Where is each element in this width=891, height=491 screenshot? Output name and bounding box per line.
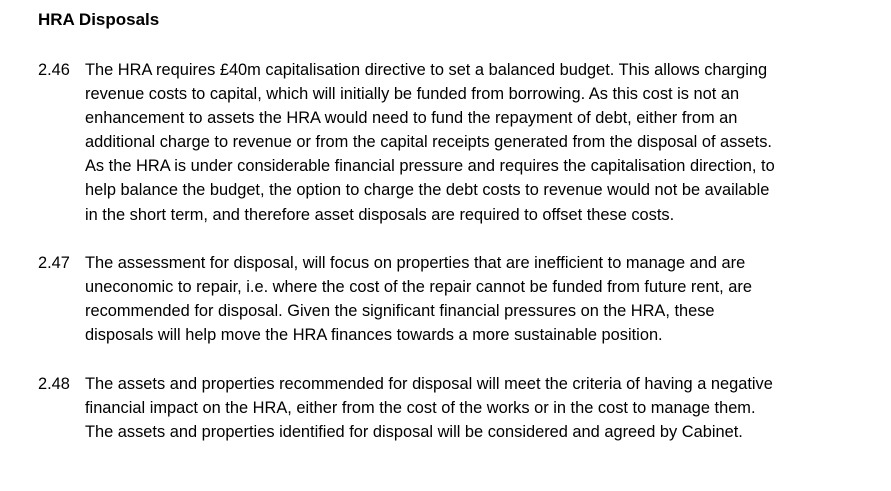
paragraph-number: 2.46 xyxy=(38,61,70,79)
paragraph-number: 2.47 xyxy=(38,254,70,272)
paragraph-text xyxy=(85,251,878,347)
text-line: The assets and properties identified for disposal will be considered and agreed by Cabinet. xyxy=(85,423,743,442)
text-line: recommended for disposal. Given the significant financial pressures on the HRA, these xyxy=(85,302,715,321)
text-line: financial impact on the HRA, either from the cost of the works or in the cost to manage them. xyxy=(85,399,756,418)
text-line: uneconomic to repair, i.e. where the cost of the repair cannot be funded from future rent, are xyxy=(85,278,752,297)
paragraph-text xyxy=(85,58,878,227)
text-line: As the HRA is under considerable financial pressure and requires the capitalisation direction, to xyxy=(85,157,775,176)
section-heading: HRA Disposals xyxy=(38,10,160,29)
paragraph-text xyxy=(85,372,878,444)
text-line: enhancement to assets the HRA would need to fund the repayment of debt, either from an xyxy=(85,109,738,128)
paragraph-2-48 xyxy=(38,372,878,444)
text-line: The assets and properties recommended for disposal will meet the criteria of having a negative xyxy=(85,375,773,393)
text-line: disposals will help move the HRA finances towards a more sustainable position. xyxy=(85,326,663,345)
text-line: help balance the budget, the option to charge the debt costs to revenue would not be available xyxy=(85,181,770,200)
text-line: The HRA requires £40m capitalisation directive to set a balanced budget. This allows charging xyxy=(85,61,768,79)
paragraph-2-46 xyxy=(38,58,878,227)
text-line: The assessment for disposal, will focus on properties that are inefficient to manage and are xyxy=(85,254,746,272)
text-line: revenue costs to capital, which will initially be funded from borrowing. As this cost is not an xyxy=(85,85,740,104)
paragraph-2-47 xyxy=(38,251,878,347)
text-line: additional charge to revenue or from the capital receipts generated from the disposal of assets. xyxy=(85,133,772,152)
paragraph-number: 2.48 xyxy=(38,375,70,393)
text-line: in the short term, and therefore asset disposals are required to offset these costs. xyxy=(85,205,675,224)
